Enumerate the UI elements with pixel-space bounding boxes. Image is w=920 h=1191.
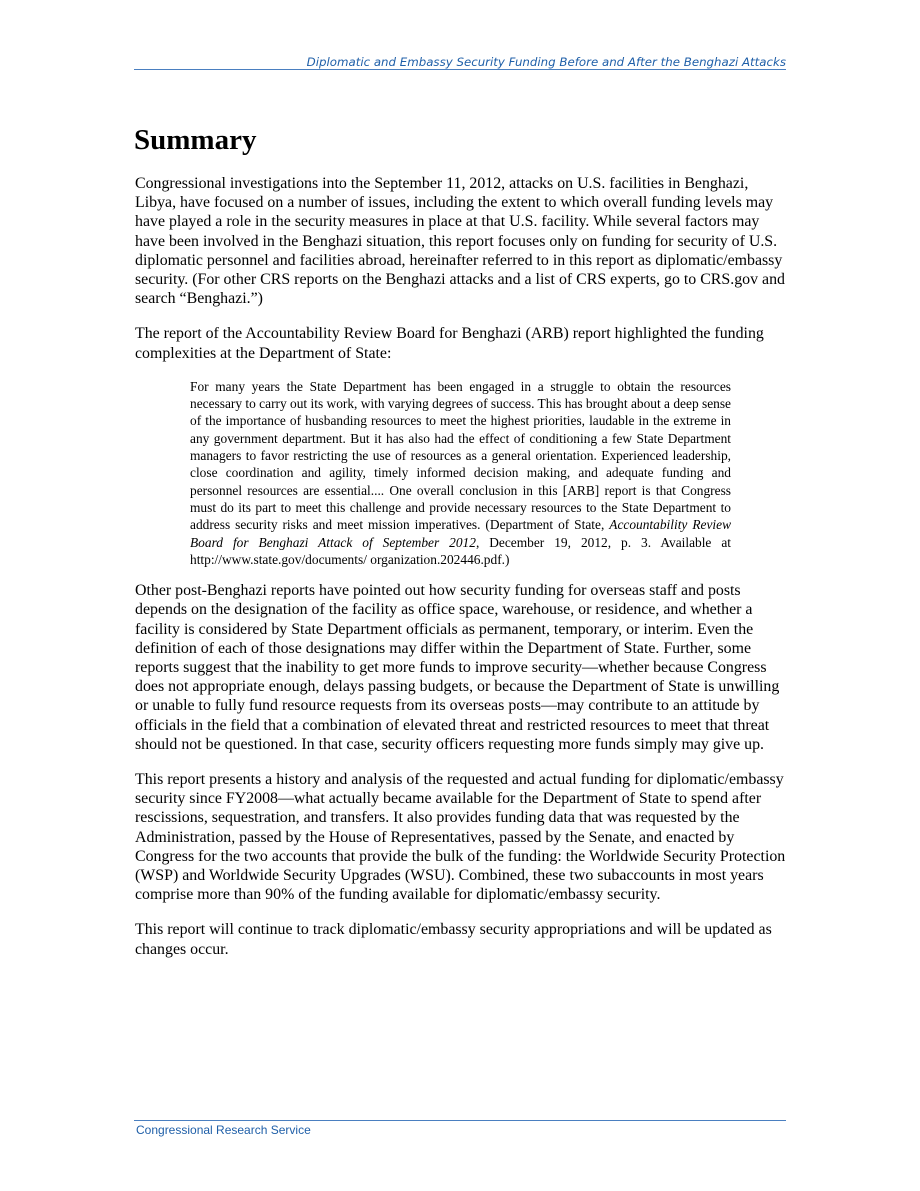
summary-body bbox=[135, 174, 786, 975]
quote-text: For many years the State Department has been engaged in a struggle to obtain the resources necessary to carry out its work, with varying degrees of success. This has brought about a deep sense of the importance of husbanding resources to meet the highest priorities, laudable in the extreme in any government department. But it has also had the effect of conditioning a few State Department managers to favor restricting the use of resources as a general orientation. Experienced leadership, close coordination and agility, timely informed decision making, and adequate funding and personnel resources are essential.... One overall conclusion in this [ARB] report is that Congress must do its part to meet this challenge and provide necessary resources to the State Department to address security risks and meet mission imperatives. (Department of State, bbox=[190, 378, 731, 533]
header-divider bbox=[134, 69, 786, 70]
footer-organization: Congressional Research Service bbox=[136, 1123, 311, 1137]
running-header: Diplomatic and Embassy Security Funding Before and After the Benghazi Attacks bbox=[306, 55, 786, 69]
arb-quote bbox=[190, 378, 731, 568]
quote-citation-title: Accountability Review Board for Benghazi Attack of September 2012 bbox=[190, 517, 731, 550]
paragraph-intro: Congressional investigations into the September 11, 2012, attacks on U.S. facilities in Benghazi, Libya, have focused on a number of issues, including the extent to which overall funding levels may have played a role in the security measures in place at that U.S. facility. While several factors may have been involved in the Benghazi situation, this report focuses only on funding for security of U.S. diplomatic personnel and facilities abroad, hereinafter referred to in this report as diplomatic/embassy security. (For other CRS reports on the Benghazi attacks and a list of CRS experts, go to CRS.gov and search “Benghazi.”) bbox=[135, 175, 785, 308]
paragraph-tracking: This report will continue to track diplomatic/embassy security appropriations and will be updated as changes occur. bbox=[135, 921, 772, 958]
paragraph-post-benghazi: Other post-Benghazi reports have pointed out how security funding for overseas staff and posts depends on the designation of the facility as office space, warehouse, or residence, and whether a facility is considered by State Department officials as permanent, temporary, or interim. Even the definition of each of those designations may differ within the Department of State. Further, some reports suggest that the inability to get more funds to improve security—whether because Congress does not appropriate enough, delays passing budgets, or because the Department of State is unwilling or unable to fully fund resource requests from its overseas posts—may contribute to an attitude by officials in the field that a combination of elevated threat and restricted resources to meet that threat should not be questioned. In that case, security officers requesting more funds simply may give up. bbox=[135, 582, 780, 753]
section-title: Summary bbox=[134, 124, 257, 156]
paragraph-arb-intro: The report of the Accountability Review Board for Benghazi (ARB) report highlighted the funding complexities at the Department of State: bbox=[135, 325, 764, 362]
footer-divider bbox=[134, 1120, 786, 1121]
paragraph-report-scope: This report presents a history and analysis of the requested and actual funding for diplomatic/embassy security since FY2008—what actually became available for the Department of State to spend after rescissions, sequestration, and transfers. It also provides funding data that was requested by the Administration, passed by the House of Representatives, passed by the Senate, and enacted by Congress for the two accounts that provide the bulk of the funding: the Worldwide Security Protection (WSP) and Worldwide Security Upgrades (WSU). Combined, these two subaccounts in most years comprise more than 90% of the funding available for diplomatic/embassy security. bbox=[135, 770, 786, 904]
quote-citation-details: , December 19, 2012, p. 3. Available at http://www.state.gov/documents/ organization.202446.pdf.) bbox=[190, 534, 732, 567]
